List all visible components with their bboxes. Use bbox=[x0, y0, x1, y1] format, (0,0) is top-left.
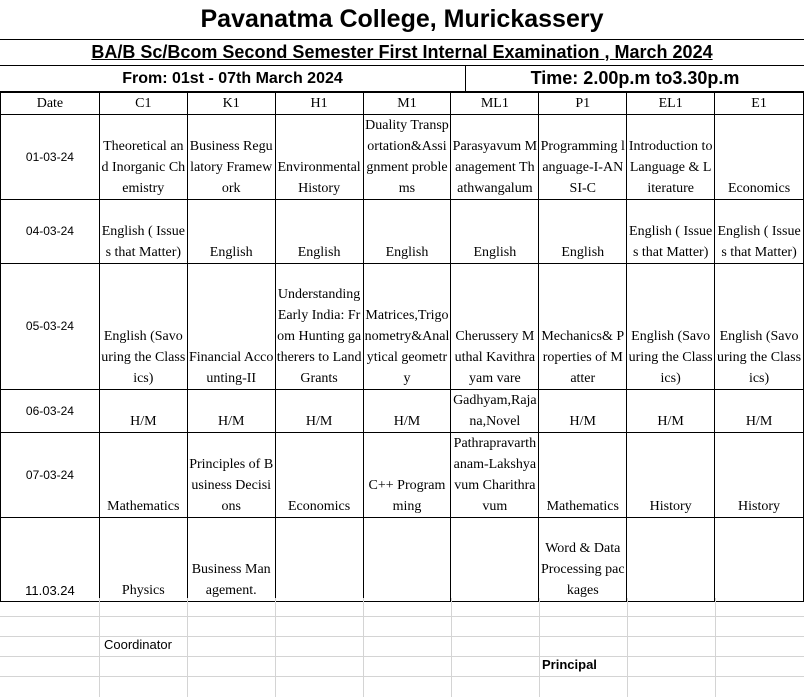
table-row bbox=[1, 390, 804, 433]
table-cell bbox=[451, 518, 539, 602]
row-date: 07-03-24 bbox=[1, 433, 100, 518]
header-row bbox=[1, 93, 804, 115]
column-header: K1 bbox=[187, 93, 275, 115]
table-cell: H/M bbox=[715, 390, 804, 433]
date-range: From: 01st - 07th March 2024 bbox=[0, 66, 466, 92]
exam-subtitle: BA/B Sc/Bcom Second Semester First Internal Examination , March 2024 bbox=[0, 40, 804, 66]
table-cell: C++ Programming bbox=[363, 433, 451, 518]
table-row bbox=[1, 200, 804, 264]
column-header: E1 bbox=[715, 93, 804, 115]
table-cell: Principles of Business Decisions bbox=[187, 433, 275, 518]
table-cell: Mechanics& Properties of Matter bbox=[539, 264, 627, 390]
table-cell: Introduction to Language & Literature bbox=[627, 115, 715, 200]
college-title: Pavanatma College, Murickassery bbox=[0, 0, 804, 40]
row-date: 04-03-24 bbox=[1, 200, 100, 264]
table-cell: Economics bbox=[275, 433, 363, 518]
column-header: H1 bbox=[275, 93, 363, 115]
table-cell: Environmental History bbox=[275, 115, 363, 200]
table-cell: Parasyavum Management Thathwangalum bbox=[451, 115, 539, 200]
timetable-grid bbox=[0, 92, 804, 602]
coordinator-label: Coordinator bbox=[104, 637, 172, 652]
table-cell: H/M bbox=[275, 390, 363, 433]
column-header: EL1 bbox=[627, 93, 715, 115]
table-cell: Word & Data Processing packages bbox=[539, 518, 627, 602]
table-cell: English bbox=[187, 200, 275, 264]
table-cell: H/M bbox=[627, 390, 715, 433]
table-cell: Mathematics bbox=[99, 433, 187, 518]
table-cell: English (Savouring the Classics) bbox=[627, 264, 715, 390]
table-cell: Business Management. bbox=[187, 518, 275, 602]
table-cell: English bbox=[539, 200, 627, 264]
table-row bbox=[1, 115, 804, 200]
table-cell: H/M bbox=[99, 390, 187, 433]
table-cell: Business Regulatory Framework bbox=[187, 115, 275, 200]
table-cell bbox=[363, 518, 451, 602]
table-cell: Cherussery Muthal Kavithrayam vare bbox=[451, 264, 539, 390]
table-cell: English bbox=[451, 200, 539, 264]
table-cell: H/M bbox=[187, 390, 275, 433]
table-row bbox=[1, 518, 804, 602]
table-row bbox=[1, 264, 804, 390]
table-cell: Physics bbox=[99, 518, 187, 602]
table-cell: Economics bbox=[715, 115, 804, 200]
table-cell: Theoretical and Inorganic Chemistry bbox=[99, 115, 187, 200]
row-date: 06-03-24 bbox=[1, 390, 100, 433]
table-cell: English (Savouring the Classics) bbox=[99, 264, 187, 390]
table-cell: Programming language-I-ANSI-C bbox=[539, 115, 627, 200]
table-cell: History bbox=[715, 433, 804, 518]
table-cell: Gadhyam,Rajana,Novel bbox=[451, 390, 539, 433]
table-cell bbox=[715, 518, 804, 602]
table-cell: English bbox=[363, 200, 451, 264]
table-cell bbox=[627, 518, 715, 602]
table-cell: Pathrapravarthanam-Lakshyavum Charithravum bbox=[451, 433, 539, 518]
table-cell: H/M bbox=[539, 390, 627, 433]
table-cell: English ( Issues that Matter) bbox=[715, 200, 804, 264]
column-header: P1 bbox=[539, 93, 627, 115]
table-cell: Understanding Early India: From Hunting gatherers to Land Grants bbox=[275, 264, 363, 390]
table-cell: Financial Accounting-II bbox=[187, 264, 275, 390]
table-cell: English bbox=[275, 200, 363, 264]
column-header: ML1 bbox=[451, 93, 539, 115]
table-cell: H/M bbox=[363, 390, 451, 433]
principal-label: Principal bbox=[542, 657, 597, 672]
table-cell: English ( Issues that Matter) bbox=[627, 200, 715, 264]
row-date: 11.03.24 bbox=[1, 518, 100, 602]
table-cell: English (Savouring the Classics) bbox=[715, 264, 804, 390]
row-date: 01-03-24 bbox=[1, 115, 100, 200]
column-header: M1 bbox=[363, 93, 451, 115]
column-header-date: Date bbox=[1, 93, 100, 115]
table-cell: History bbox=[627, 433, 715, 518]
exam-time: Time: 2.00p.m to3.30p.m bbox=[466, 66, 804, 92]
table-cell: Duality Transportation&Assignment problems bbox=[363, 115, 451, 200]
row-date: 05-03-24 bbox=[1, 264, 100, 390]
table-row bbox=[1, 433, 804, 518]
table-cell: Mathematics bbox=[539, 433, 627, 518]
table-cell bbox=[275, 518, 363, 602]
table-cell: Matrices,Trigonometry&Analytical geometry bbox=[363, 264, 451, 390]
table-cell: English ( Issues that Matter) bbox=[99, 200, 187, 264]
column-header: C1 bbox=[99, 93, 187, 115]
